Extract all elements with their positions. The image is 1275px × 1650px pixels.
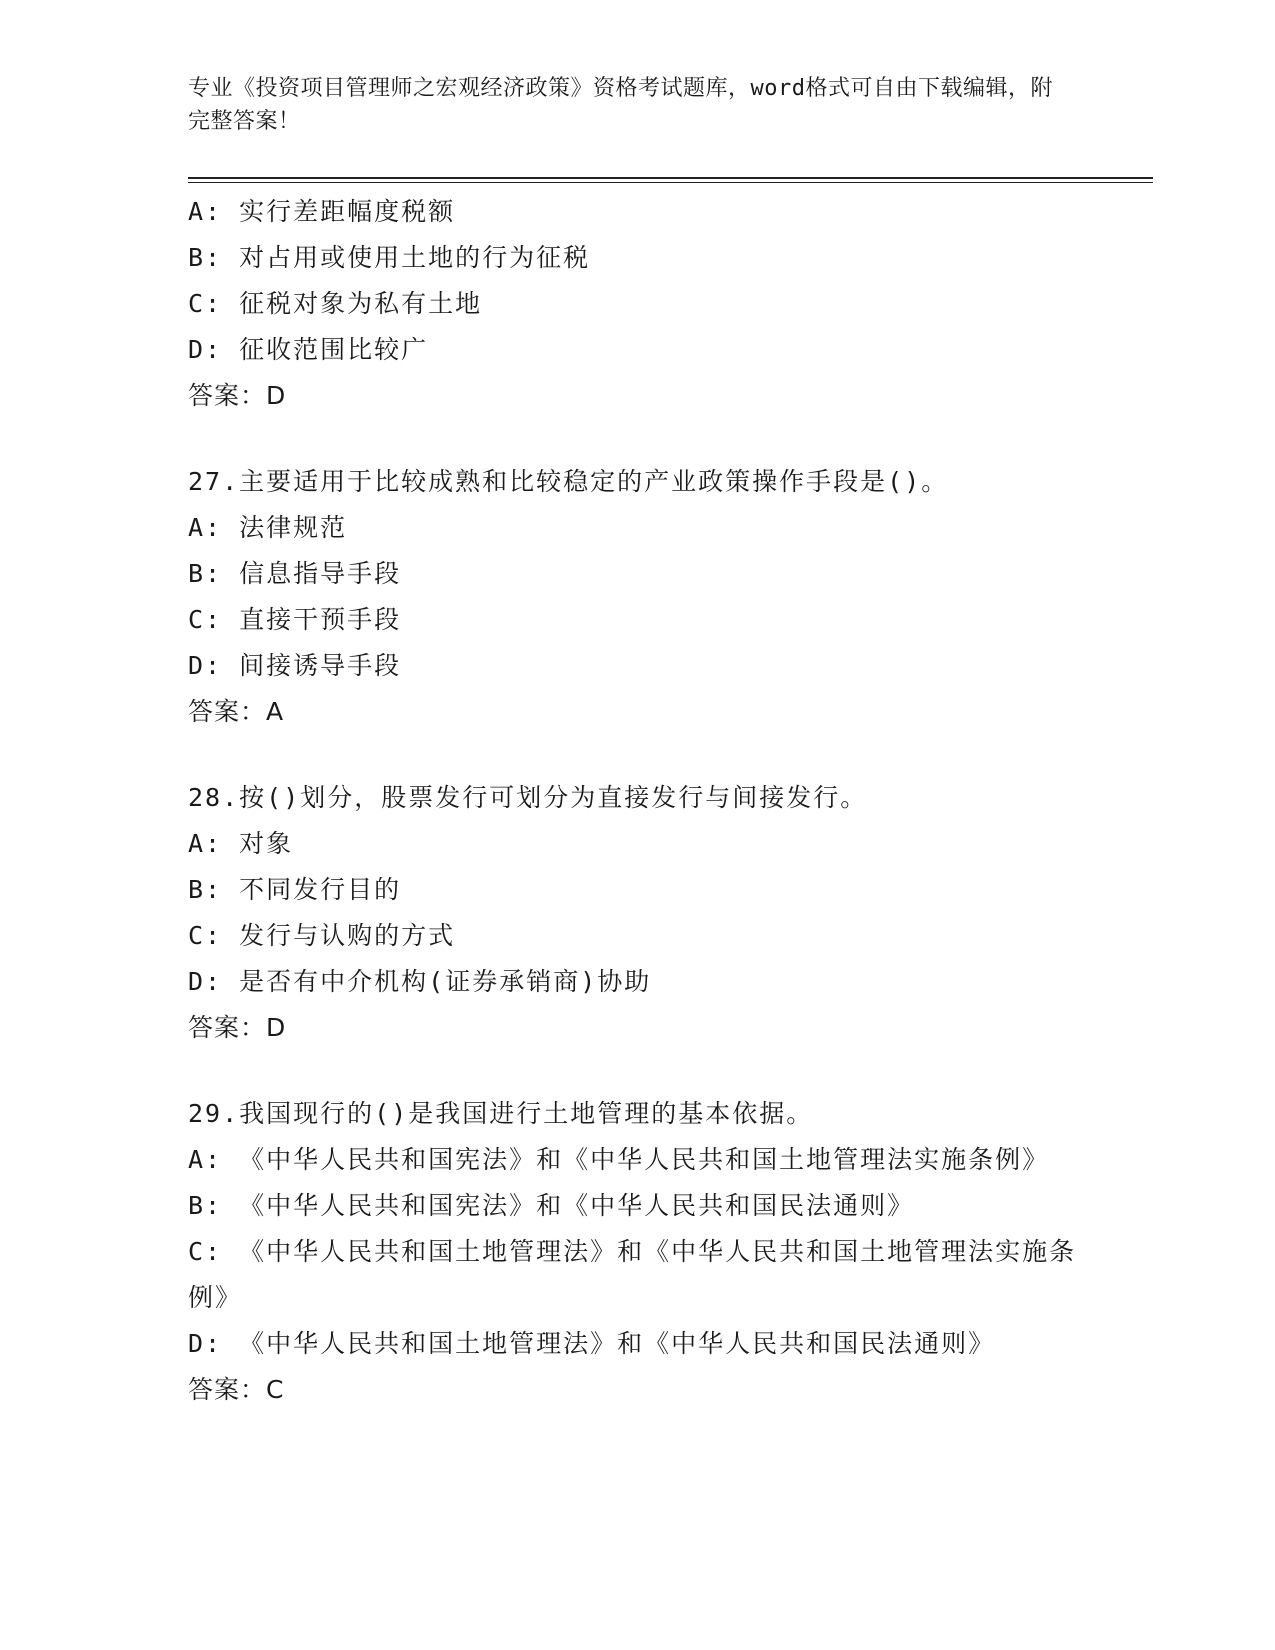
option-a: A: 法律规范: [188, 513, 348, 542]
option-c: C: 《中华人民共和国土地管理法》和《中华人民共和国土地管理法实施条例》: [188, 1237, 1077, 1312]
answer: 答案：C: [188, 1375, 285, 1404]
spacer: [188, 1051, 1078, 1091]
question-29: [188, 1091, 1078, 1413]
option-b: B: 对占用或使用土地的行为征税: [188, 243, 591, 272]
question-text: 27.主要适用于比较成熟和比较稳定的产业政策操作手段是()。: [188, 467, 949, 496]
option-b: B: 《中华人民共和国宪法》和《中华人民共和国民法通则》: [188, 1191, 915, 1220]
option-b: B: 不同发行目的: [188, 875, 402, 904]
option-d: D: 是否有中介机构(证券承销商)协助: [188, 967, 652, 996]
option-a: A: 实行差距幅度税额: [188, 197, 456, 226]
spacer: [188, 419, 1078, 459]
header-rule-thick: [188, 177, 1153, 179]
spacer: [188, 735, 1078, 775]
option-d: D: 《中华人民共和国土地管理法》和《中华人民共和国民法通则》: [188, 1329, 996, 1358]
option-a: A: 对象: [188, 829, 294, 858]
answer: 答案：D: [188, 1013, 287, 1042]
option-b: B: 信息指导手段: [188, 559, 402, 588]
header-rule-thin: [188, 182, 1153, 183]
answer: 答案：A: [188, 697, 285, 726]
question-text: 29.我国现行的()是我国进行土地管理的基本依据。: [188, 1099, 814, 1128]
option-c: C: 征税对象为私有土地: [188, 289, 483, 318]
question-text: 28.按()划分，股票发行可划分为直接发行与间接发行。: [188, 783, 868, 812]
question-27: [188, 459, 1078, 735]
option-c: C: 发行与认购的方式: [188, 921, 456, 950]
option-a: A: 《中华人民共和国宪法》和《中华人民共和国土地管理法实施条例》: [188, 1145, 1050, 1174]
option-d: D: 间接诱导手段: [188, 651, 402, 680]
question-28: [188, 775, 1078, 1051]
option-d: D: 征收范围比较广: [188, 335, 429, 364]
document-header: 专业《投资项目管理师之宏观经济政策》资格考试题库，word格式可自由下载编辑，附完整答案！: [188, 76, 1053, 134]
question-26: [188, 189, 1078, 419]
answer: 答案：D: [188, 381, 287, 410]
option-c: C: 直接干预手段: [188, 605, 402, 634]
question-list: [188, 189, 1078, 1413]
